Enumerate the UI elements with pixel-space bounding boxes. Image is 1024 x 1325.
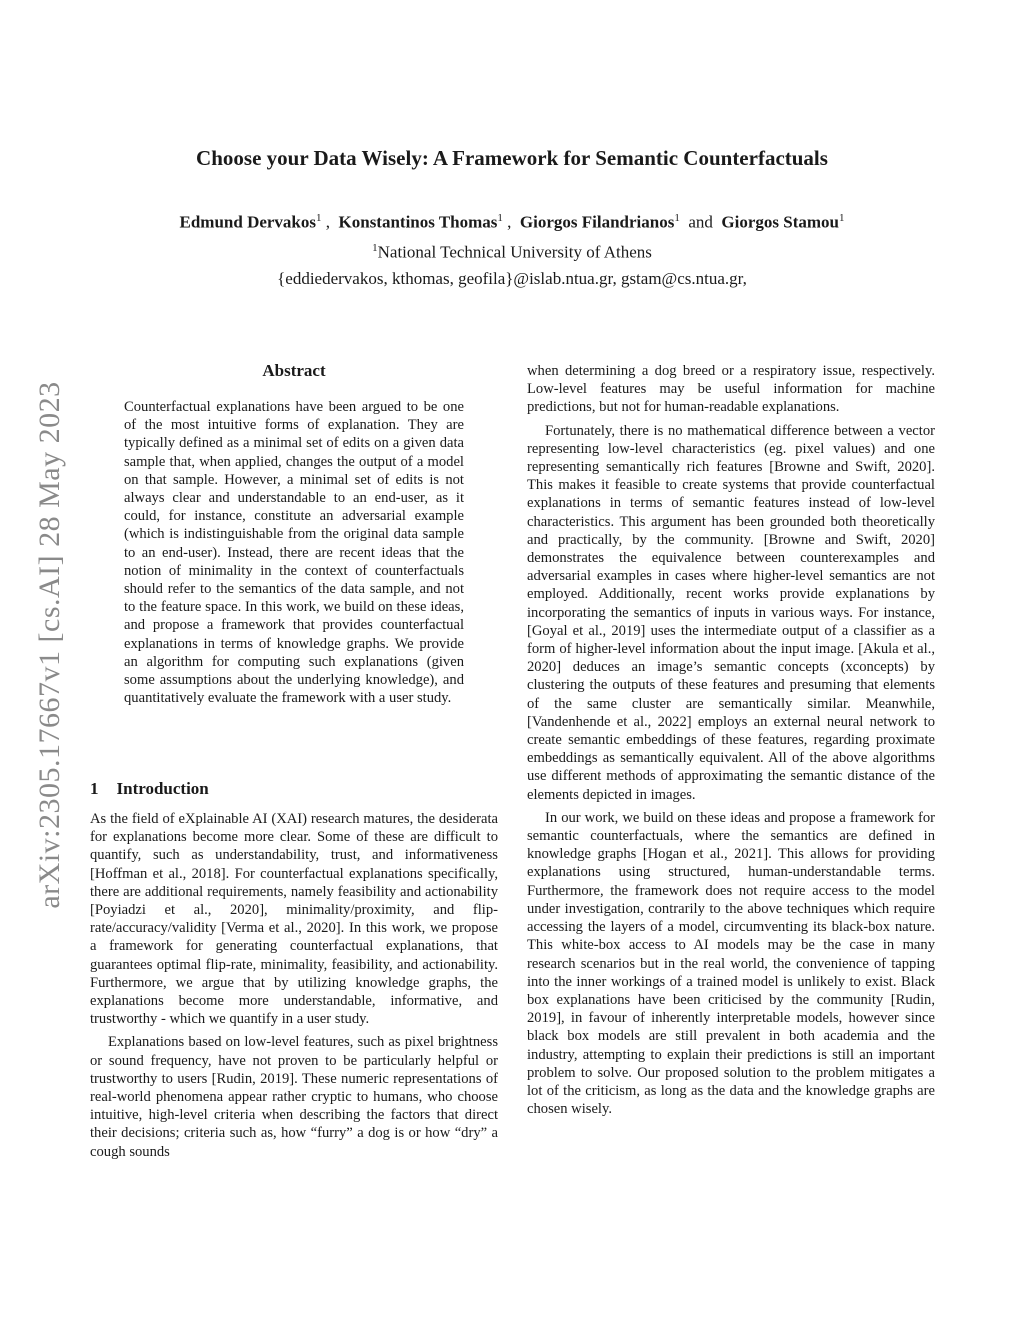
author-affiliation-mark: 1 <box>674 212 680 224</box>
introduction-left-column <box>90 810 498 1161</box>
author-name: Konstantinos Thomas <box>338 212 498 232</box>
author-name: Giorgos Stamou <box>721 212 839 232</box>
section-number: 1 <box>90 779 99 798</box>
author-name: Edmund Dervakos <box>179 212 317 232</box>
right-column <box>527 362 935 1118</box>
affiliation-mark: 1 <box>372 242 378 254</box>
section-heading <box>90 779 209 799</box>
paragraph: As the field of eXplainable AI (XAI) research matures, the desiderata for explanations become more clear. Some of these are difficult to quantify, such as understandability, trust, and informativeness [Hoffman et al., 2018]. For counterfactual explanations specifically, there are additional requirements, namely feasibility and actionability [Poyiadzi et al., 2020], minimality/proximity, and flip-rate/accuracy/validity [Verma et al., 2020]. In this work, we propose a framework for generating counterfactual explanations, that guarantees optimal flip-rate, minimality, feasibility, and actionability. Furthermore, we argue that by utilizing knowledge graphs, the explanations become more understandable, informative, and trustworthy - which we quantify in a user study. <box>90 811 498 1028</box>
paragraph: In our work, we build on these ideas and propose a framework for semantic counterfactuals, where the semantics are defined in knowledge graphs [Hogan et al., 2021]. This allows for providing explanations using structured, human-understandable terms. Furthermore, the framework does not require access to the model under investigation, contrarily to the above techniques which require accessing the layers of a model, circumventing its black-box nature. This white-box access to AI models may be the case in many research scenarios but in the real world, the convenience of tapping into the inner workings of a trained model is unlikely to exist. Black box explanations have been criticised by the community [Rudin, 2019], in favour of inherently interpretable models, however since black box models are still prevalent in both academia and the industry, attempting to explain their predictions is still an important problem to solve. Our proposed solution to the problem mitigates a lot of the criticism, as long as the data and the knowledge graphs are chosen wisely. <box>527 809 935 1118</box>
author-affiliation-mark: 1 <box>838 212 845 224</box>
paragraph: Fortunately, there is no mathematical difference between a vector representing low-level characteristics (eg. pixel values) and one representing semantically rich features [Browne and Swift, 2020]. This makes it feasible to create systems that provide counterfactual explanations in terms of semantic features instead of low-level characteristics. This argument has been grounded both theoretically and practically, by the community. [Browne and Swift, 2020] demonstrates the equivalence between counterexamples and adversarial examples in cases where higher-level semantics are not employed. Additionally, recent works provide explanations by incorporating the semantics of inputs in various ways. For instance, [Goyal et al., 2019] uses the intermediate output of a classifier as a form of higher-level information about the input image. [Akula et al., 2020] deduces an image’s semantic concepts (xconcepts) by clustering the outputs of these features and presuming that elements of the same cluster are semantically similar. Meanwhile, [Vandenhende et al., 2022] employs an external neural network to create semantic embeddings of these features, regarding proximate embeddings as semantically equivalent. All of the above algorithms use different methods of approximating the semantic distance of the elements depicted in images. <box>527 422 935 803</box>
paragraph: Explanations based on low-level features, such as pixel brightness or sound frequency, have not proven to be particularly helpful or trustworthy to users [Rudin, 2019]. These numeric representations of real-world phenomena appear rather cryptic to humans, who choose intuitive, high-level criteria when describing the factors that direct their decisions; criteria such as, how “furry” a dog is or how “dry” a cough sounds <box>90 1034 498 1160</box>
paper-title: Choose your Data Wisely: A Framework for Semantic Counterfactuals <box>196 146 828 170</box>
author-and: and <box>688 212 713 232</box>
arxiv-identifier-text: arXiv:2305.17667v1 [cs.AI] 28 May 2023 <box>33 381 66 909</box>
author-separator: , <box>325 212 331 232</box>
abstract-heading: Abstract <box>262 361 326 380</box>
author-list <box>0 212 1024 233</box>
abstract-body <box>124 398 464 707</box>
affiliation <box>0 242 1024 263</box>
author-emails: {eddiedervakos, kthomas, geofila}@islab.ntua.gr, gstam@cs.ntua.gr, <box>277 269 747 288</box>
author-affiliation-mark: 1 <box>497 212 503 224</box>
paragraph: when determining a dog breed or a respiratory issue, respectively. Low-level features may be useful information for machine predictions, but not for human-readable explanations. <box>527 363 935 416</box>
abstract-text: Counterfactual explanations have been argued to be one of the most intuitive forms of explanation. They are typically defined as a minimal set of edits on a given data sample that, when applied, changes the output of a model on that sample. However, a minimal set of edits is not always clear and understandable to an end-user, as it could, for instance, constitute an adversarial example (which is indistinguishable from the original data sample to an end-user). Instead, there are recent ideas that the notion of minimality in the context of counterfactuals should refer to the semantics of the data sample, and not to the feature space. In this work, we build on these ideas, and propose a framework that provides counterfactual explanations in terms of knowledge graphs. We provide an algorithm for computing such explanations (given some assumptions about the underlying knowledge), and quantitatively evaluate the framework with a user study. <box>124 399 464 707</box>
author-affiliation-mark: 1 <box>316 212 322 224</box>
section-title: Introduction <box>116 779 209 798</box>
author-separator: , <box>507 212 512 232</box>
arxiv-identifier <box>30 350 70 940</box>
author-name: Giorgos Filandrianos <box>519 212 675 232</box>
affiliation-name: National Technical University of Athens <box>377 242 652 262</box>
